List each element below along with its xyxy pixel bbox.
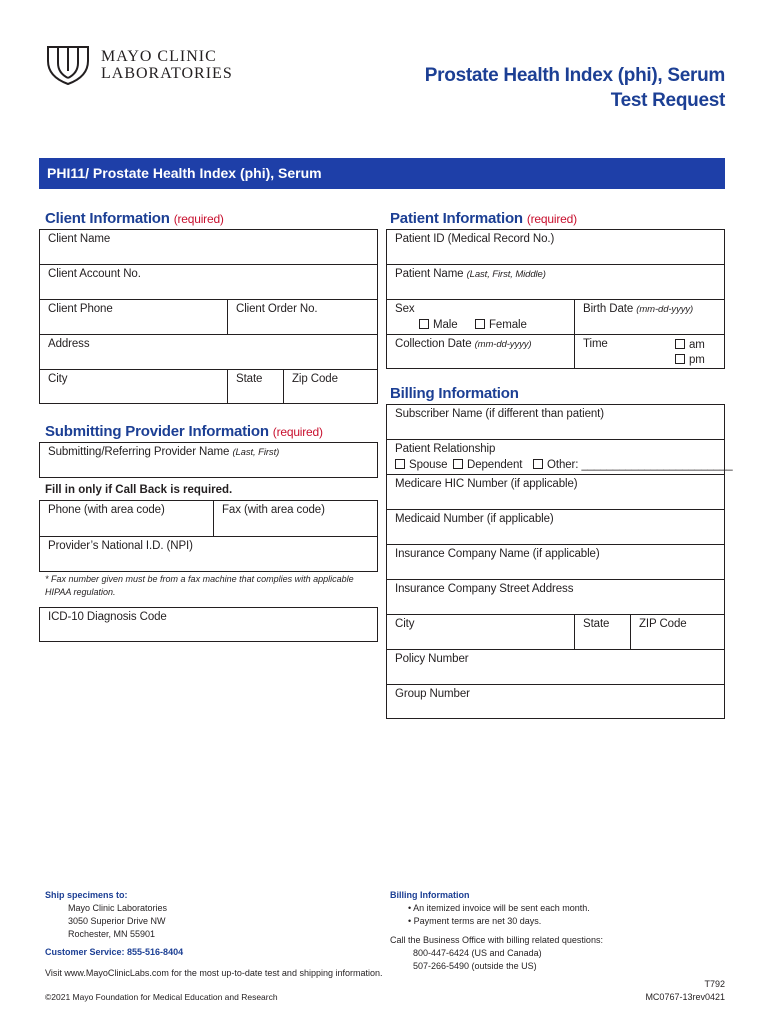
collection-date-field[interactable] (387, 335, 531, 350)
mayo-shield-logo-icon (45, 45, 91, 85)
sex-male-option[interactable] (411, 316, 458, 331)
form-title (305, 63, 725, 113)
billing-city-field[interactable]: City (395, 618, 415, 630)
billing-bullet1: • An itemized invoice will be sent each month. (408, 903, 590, 913)
patient-relationship-label: Patient Relationship (395, 443, 496, 455)
provider-info-heading (45, 423, 323, 440)
provider-npi-field[interactable]: Provider’s National I.D. (NPI) (48, 540, 193, 552)
logo-line2: LABORATORIES (101, 65, 233, 82)
male-checkbox[interactable] (419, 319, 429, 329)
client-name-field[interactable]: Client Name (48, 233, 111, 245)
billing-footer-block (390, 889, 590, 928)
ship-line2: 3050 Superior Drive NW (68, 916, 166, 926)
dependent-option[interactable] (445, 456, 522, 471)
policy-number-field[interactable]: Policy Number (395, 653, 469, 665)
sex-label: Sex (395, 303, 415, 315)
birth-date-label: Birth Date (583, 303, 634, 315)
ship-line3: Rochester, MN 55901 (68, 929, 156, 939)
insurance-name-field[interactable]: Insurance Company Name (if applicable) (395, 548, 600, 560)
spouse-option[interactable] (387, 456, 447, 471)
pm-checkbox[interactable] (675, 354, 685, 364)
other-checkbox[interactable] (533, 459, 543, 469)
fax-note-line2: HIPAA regulation. (45, 587, 116, 597)
patient-info-heading (390, 210, 577, 227)
billing-state-field[interactable]: State (583, 618, 610, 630)
billing-info-box (386, 404, 733, 719)
client-phone-field[interactable]: Client Phone (48, 303, 113, 315)
patient-info-box (386, 229, 725, 369)
logo-text (101, 48, 233, 82)
dependent-label: Dependent (467, 459, 523, 471)
medicaid-field[interactable]: Medicaid Number (if applicable) (395, 513, 554, 525)
required-label: (required) (272, 425, 323, 439)
client-state-field[interactable]: State (236, 373, 263, 385)
female-checkbox[interactable] (475, 319, 485, 329)
birth-date-hint: (mm-dd-yyyy) (636, 304, 694, 315)
client-info-box (39, 229, 378, 404)
patient-name-field[interactable] (387, 265, 546, 280)
other-option[interactable] (525, 456, 733, 471)
form-code-block (645, 978, 725, 1004)
icd10-field[interactable]: ICD-10 Diagnosis Code (48, 611, 167, 623)
callback-note: Fill in only if Call Back is required. (45, 484, 233, 496)
billing-info-heading: Billing Information (390, 385, 519, 402)
form-revision: MC0767-13rev0421 (645, 992, 725, 1002)
title-line2: Test Request (610, 90, 725, 111)
provider-phone-field[interactable]: Phone (with area code) (48, 504, 165, 516)
phone-intl: 507-266-5490 (outside the US) (413, 961, 537, 971)
ship-heading: Ship specimens to: (45, 890, 128, 900)
client-order-field[interactable]: Client Order No. (236, 303, 318, 315)
other-label: Other: ________________________ (547, 459, 733, 471)
billing-bullet2-text: Payment terms are net 30 days. (413, 916, 542, 926)
provider-name-label: Submitting/Referring Provider Name (48, 446, 230, 458)
collection-date-hint: (mm-dd-yyyy) (474, 339, 532, 350)
client-info-heading (45, 210, 224, 227)
patient-name-label: Patient Name (395, 268, 464, 280)
male-label: Male (433, 319, 458, 331)
am-option[interactable] (675, 336, 705, 351)
am-label: am (689, 339, 705, 351)
pm-label: pm (689, 354, 705, 366)
fax-note-line1: * Fax number given must be from a fax machine that complies with applicable (45, 574, 354, 584)
required-label: (required) (526, 212, 577, 226)
birth-date-field[interactable] (575, 300, 693, 315)
patient-name-hint: (Last, First, Middle) (466, 269, 546, 280)
billing-bullet1-text: An itemized invoice will be sent each month. (413, 903, 590, 913)
dependent-checkbox[interactable] (453, 459, 463, 469)
visit-note: Visit www.MayoClinicLabs.com for the most up-to-date test and shipping information. (45, 968, 383, 978)
call-office: Call the Business Office with billing related questions: (390, 935, 603, 945)
am-checkbox[interactable] (675, 339, 685, 349)
female-label: Female (489, 319, 527, 331)
client-heading-text: Client Information (45, 210, 170, 227)
ship-to-block (45, 889, 167, 941)
test-banner: PHI11/ Prostate Health Index (phi), Serum (39, 158, 725, 189)
client-address-field[interactable]: Address (48, 338, 90, 350)
sex-female-option[interactable] (467, 316, 527, 331)
provider-heading-text: Submitting Provider Information (45, 423, 269, 440)
ship-line1: Mayo Clinic Laboratories (68, 903, 168, 913)
form-code: T792 (704, 979, 725, 989)
provider-name-field[interactable] (40, 443, 279, 458)
time-field[interactable]: Time (583, 338, 608, 350)
business-office-block (390, 934, 603, 973)
spouse-label: Spouse (409, 459, 448, 471)
provider-contact-box (39, 500, 378, 572)
provider-name-hint: (Last, First) (232, 447, 280, 458)
collection-date-label: Collection Date (395, 338, 472, 350)
insurance-address-field[interactable]: Insurance Company Street Address (395, 583, 574, 595)
patient-id-field[interactable]: Patient ID (Medical Record No.) (395, 233, 555, 245)
billing-zip-field[interactable]: ZIP Code (639, 618, 687, 630)
icd10-box (39, 607, 378, 642)
client-zip-field[interactable]: Zip Code (292, 373, 338, 385)
subscriber-name-field[interactable]: Subscriber Name (if different than patient) (395, 408, 604, 420)
patient-heading-text: Patient Information (390, 210, 523, 227)
required-label: (required) (173, 212, 224, 226)
spouse-checkbox[interactable] (395, 459, 405, 469)
provider-name-box (39, 442, 378, 478)
billing-bullet2: • Payment terms are net 30 days. (408, 916, 542, 926)
pm-option[interactable] (675, 351, 705, 366)
provider-fax-field[interactable]: Fax (with area code) (222, 504, 325, 516)
title-line1: Prostate Health Index (phi), Serum (424, 65, 725, 86)
phone-us: 800-447-6424 (US and Canada) (413, 948, 542, 958)
medicare-field[interactable]: Medicare HIC Number (if applicable) (395, 478, 578, 490)
group-number-field[interactable]: Group Number (395, 688, 470, 700)
logo-line1: MAYO CLINIC (101, 48, 217, 65)
copyright: ©2021 Mayo Foundation for Medical Education and Research (45, 992, 278, 1002)
billing-footer-heading: Billing Information (390, 890, 470, 900)
client-account-field[interactable]: Client Account No. (48, 268, 141, 280)
client-city-field[interactable]: City (48, 373, 68, 385)
fax-note (45, 573, 354, 599)
customer-service: Customer Service: 855-516-8404 (45, 947, 184, 957)
